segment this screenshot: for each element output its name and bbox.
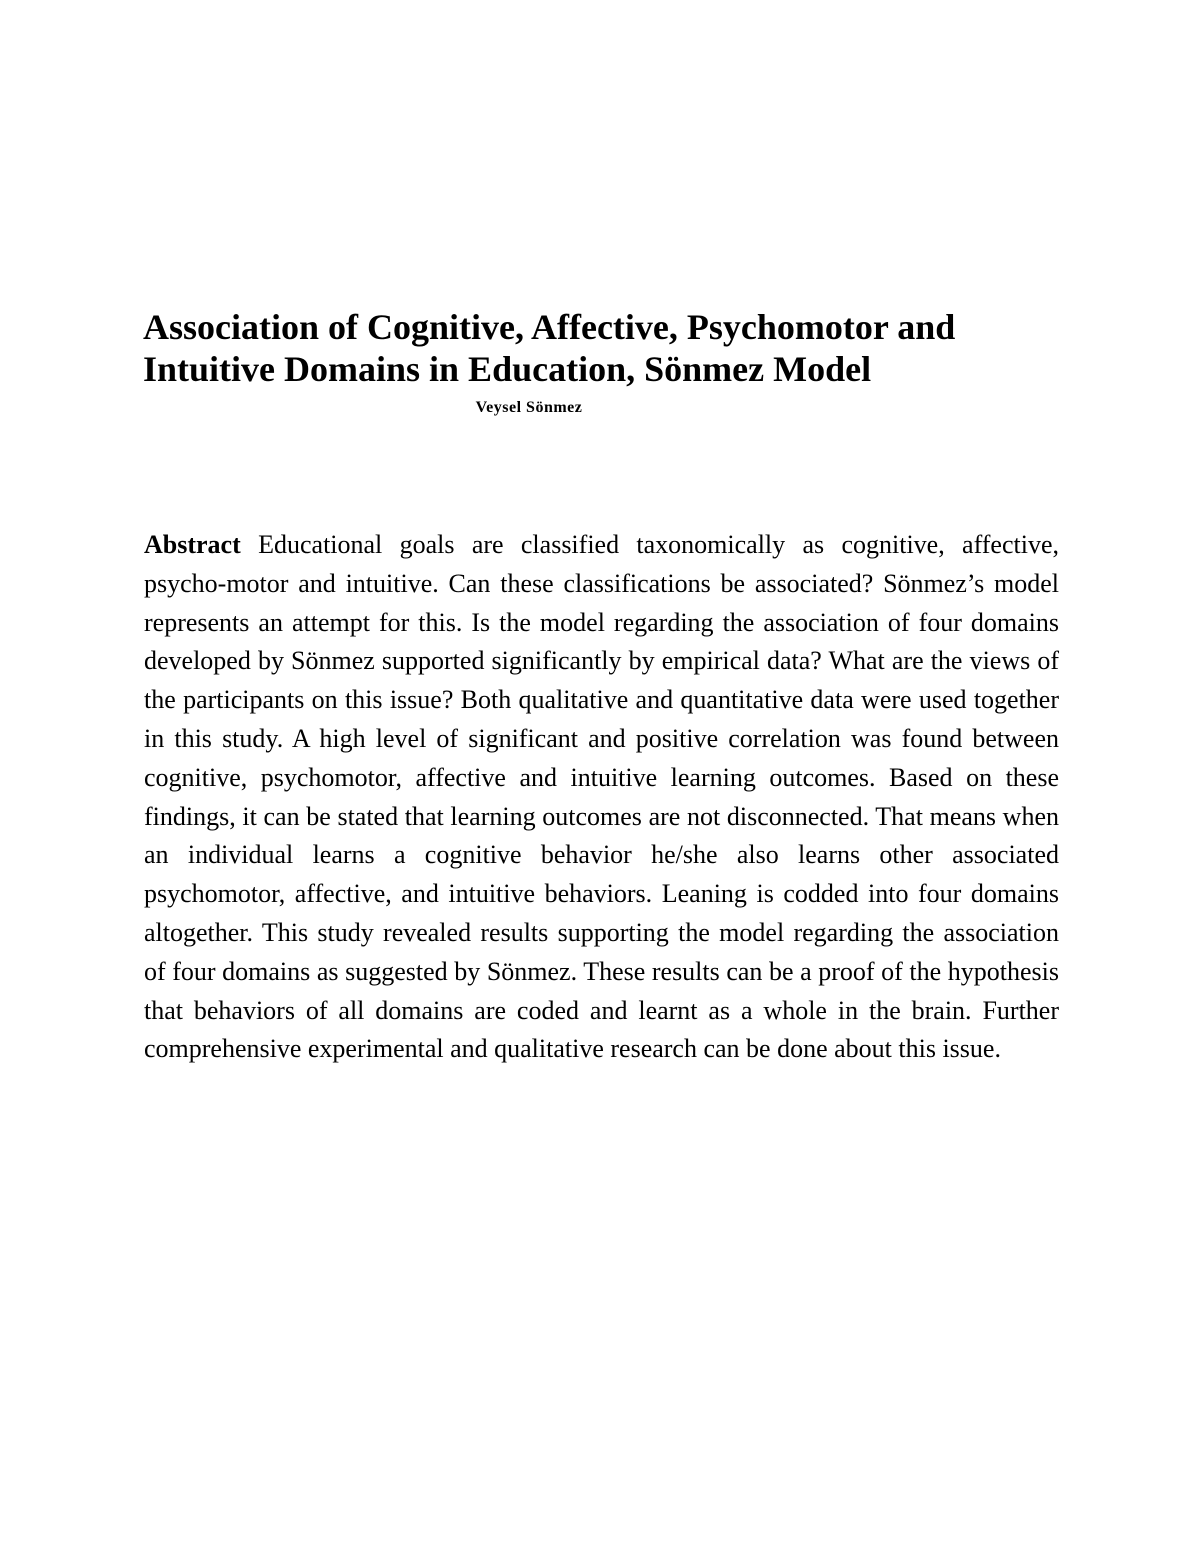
paper-title-line-2: Intuitive Domains in Education, Sönmez Model — [143, 349, 872, 389]
author-name: Veysel Sönmez — [475, 399, 583, 416]
paper-title-line-1: Association of Cognitive, Affective, Psychomotor and — [143, 307, 956, 347]
abstract-paragraph — [144, 526, 1059, 1069]
paper-title — [143, 306, 1063, 390]
abstract-label: Abstract — [144, 530, 241, 559]
abstract-text: Educational goals are classified taxonomically as cognitive, affective, psycho-motor and intuitive. Can these classifications be associated? Sönmez’s model represents an attempt for this. Is the model regarding the association of four domains developed by Sönmez supported significantly by empirical data? What are the views of the participants on this issue? Both qualitative and quantitative data were used together in this study. A high level of significant and positive correlation was found between cognitive, psychomotor, affective and intuitive learning outcomes. Based on these findings, it can be stated that learning outcomes are not disconnected. That means when an individual learns a cognitive behavior he/she also learns other associated psychomotor, affective, and intuitive behaviors. Leaning is codded into four domains altogether. This study revealed results supporting the model regarding the association of four domains as suggested by Sönmez. These results can be a proof of the hypothesis that behaviors of all domains are coded and learnt as a whole in the brain. Further comprehensive experimental and qualitative research can be done about this issue. — [144, 530, 1059, 1064]
